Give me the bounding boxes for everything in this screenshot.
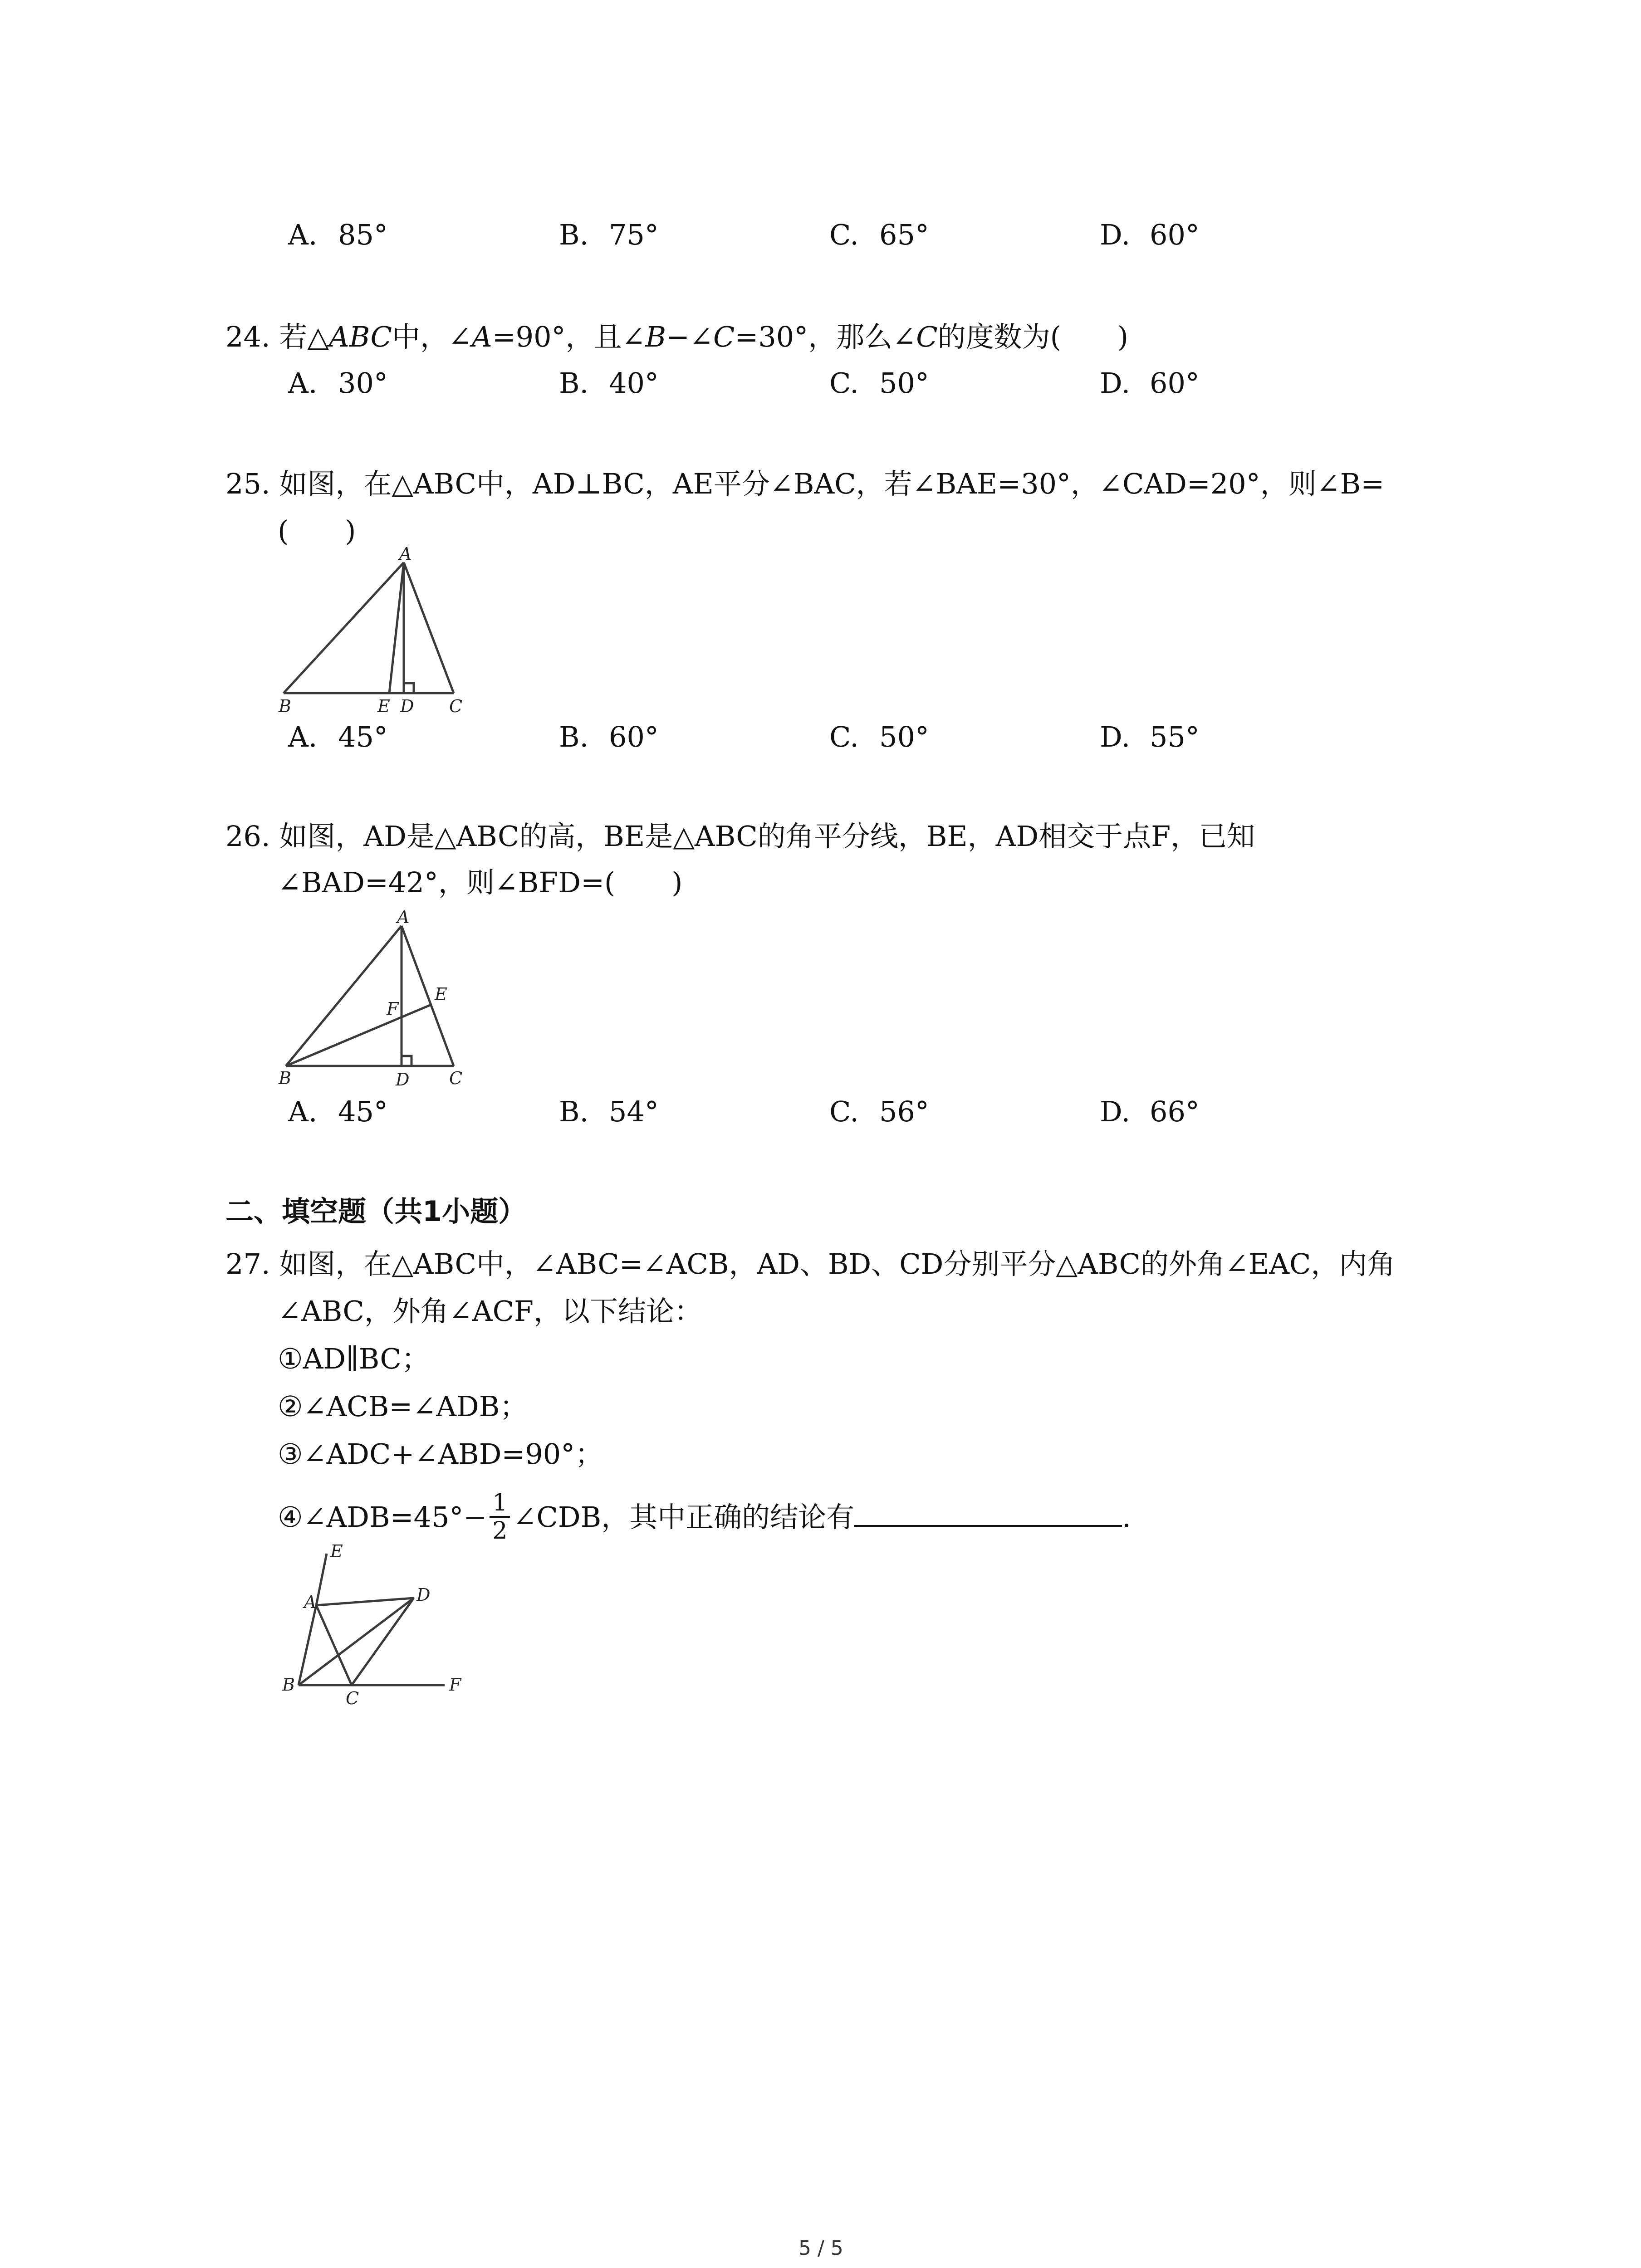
page-number: 5 / 5: [798, 2237, 843, 2260]
q27-stem-line2: ∠ABC，外角∠ACF，以下结论：: [278, 1295, 703, 1328]
q25-option-a: A. 45°: [288, 720, 388, 753]
q25-label-a: A: [399, 544, 412, 564]
q27-answer-blank[interactable]: [854, 1502, 1122, 1527]
q23-option-c: C. 65°: [829, 218, 929, 251]
q27-conclusion-1: ①AD∥BC；: [278, 1342, 430, 1375]
q26-label-d: D: [396, 1070, 410, 1090]
q25-option-d: D. 55°: [1100, 720, 1200, 753]
q27-segment-ad: [316, 1598, 414, 1605]
q27-segment-cd: [352, 1598, 414, 1685]
section-heading: 二、填空题（共1小题）: [225, 1195, 527, 1228]
q25-label-d: D: [400, 696, 414, 716]
q26-label-a: A: [397, 907, 410, 927]
q27-conclusion-4: ④∠ADB=45°− $\frac{1}{2}$ ∠CDB，其中正确的结论有 .: [278, 1489, 1131, 1545]
q27-segment-ae: [316, 1554, 327, 1605]
q27-label-c: C: [346, 1688, 359, 1708]
q23-option-b: B. 75°: [559, 218, 659, 251]
q24-option-c: C. 50°: [829, 367, 929, 400]
q27-label-e: E: [330, 1541, 343, 1561]
q26-option-a: A. 45°: [288, 1095, 388, 1128]
q25-stem-line1: 25. 如图，在△ABC中，AD⊥BC，AE平分∠BAC，若∠BAE=30°，∠CAD=20°，则∠B=: [225, 467, 1385, 500]
q26-segment-ab: [286, 926, 402, 1066]
q26-label-b: B: [279, 1068, 291, 1088]
q26-triangle-figure: [272, 909, 490, 1100]
q27-label-d: D: [416, 1585, 431, 1605]
q26-label-e: E: [435, 984, 447, 1004]
q27-label-f: F: [449, 1675, 461, 1695]
q27-conclusion-3: ③∠ADC+∠ABD=90°；: [278, 1437, 603, 1471]
q25-stem-line2: ( ): [278, 514, 356, 547]
q27-segment-ac: [316, 1605, 352, 1685]
q24-option-b: B. 40°: [559, 367, 659, 400]
q26-stem-line1: 26. 如图，AD是△ABC的高，BE是△ABC的角平分线，BE，AD相交于点F，已知: [225, 820, 1255, 853]
q26-option-c: C. 56°: [829, 1095, 929, 1128]
q26-right-angle-mark: [402, 1056, 411, 1066]
q25-label-e: E: [377, 696, 390, 716]
q25-triangle-figure: [272, 544, 490, 730]
q25-option-b: B. 60°: [559, 720, 659, 753]
q24-option-d: D. 60°: [1100, 367, 1200, 400]
q27-fraction: $\frac{1}{2}$: [490, 1490, 510, 1544]
q26-option-d: D. 66°: [1100, 1095, 1200, 1128]
q26-label-f: F: [387, 999, 399, 1019]
q25-segment-ac: [404, 562, 454, 693]
q27-label-a: A: [304, 1592, 317, 1612]
q25-segment-ae: [389, 562, 404, 693]
q27-figure: [272, 1540, 481, 1708]
q27-conclusion-2: ②∠ACB=∠ADB；: [278, 1390, 528, 1423]
q26-option-b: B. 54°: [559, 1095, 659, 1128]
q26-label-c: C: [449, 1068, 463, 1088]
q25-label-c: C: [449, 696, 463, 716]
q24-stem: 24. 若△ABC中，∠A=90°，且∠B−∠C=30°，那么∠C的度数为( ): [225, 320, 1129, 353]
q23-option-d: D. 60°: [1100, 218, 1200, 251]
q25-right-angle-mark: [404, 683, 414, 693]
q25-label-b: B: [279, 696, 291, 716]
q26-stem-line2: ∠BAD=42°，则∠BFD=( ): [278, 866, 683, 899]
q24-option-a: A. 30°: [288, 367, 388, 400]
q23-option-a: A. 85°: [288, 218, 388, 251]
q25-option-c: C. 50°: [829, 720, 929, 753]
q27-stem-line1: 27. 如图，在△ABC中，∠ABC=∠ACB，AD、BD、CD分别平分△ABC的外角∠EAC，内角: [225, 1247, 1396, 1281]
q27-label-b: B: [282, 1675, 295, 1695]
q25-segment-ab: [284, 562, 404, 693]
